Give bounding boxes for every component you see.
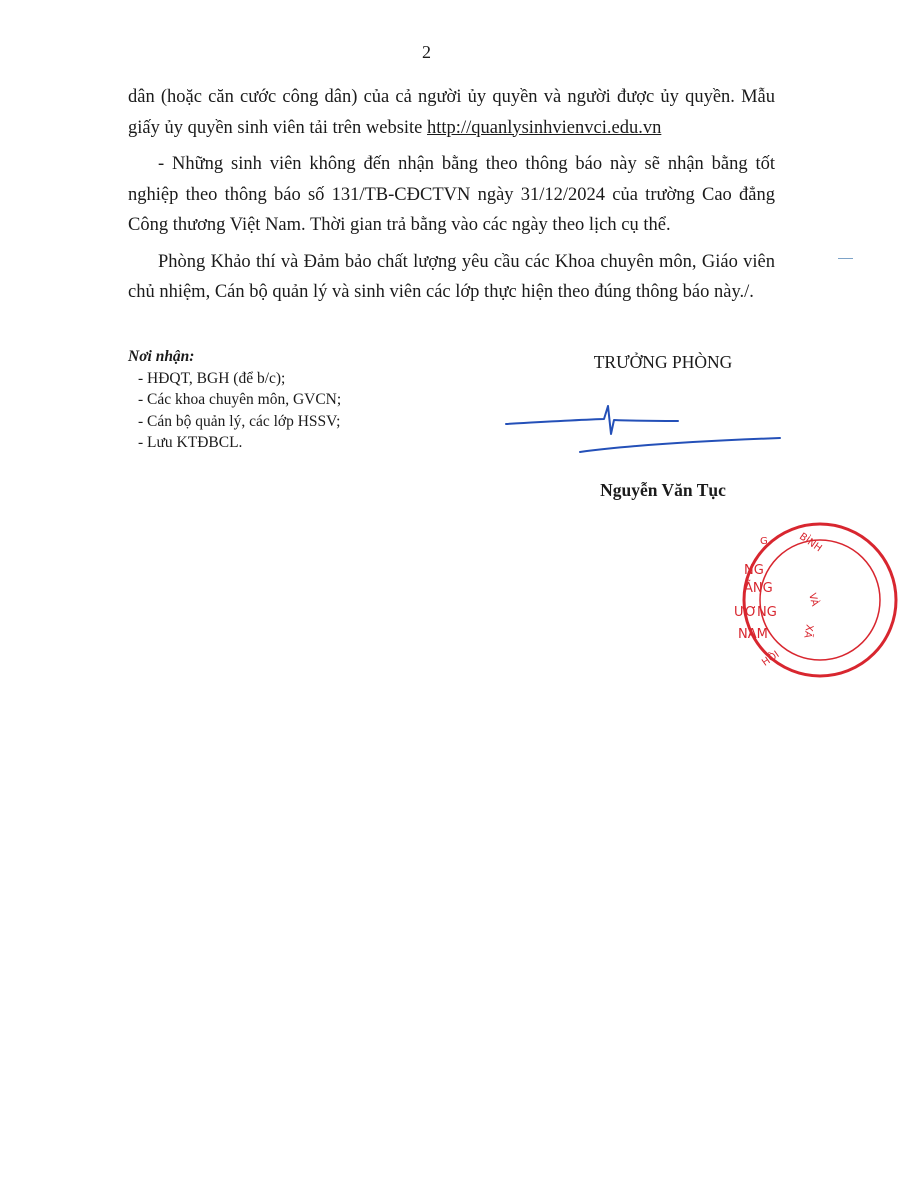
recipients-list [128, 368, 341, 454]
website-link[interactable]: http://quanlysinhvienvci.edu.vn [427, 117, 662, 138]
svg-text:XÃ: XÃ [801, 623, 815, 639]
svg-text:VÀ: VÀ [806, 592, 821, 608]
recipients-block [128, 346, 341, 454]
svg-text:ƯƠNG: ƯƠNG [734, 605, 777, 620]
recipient-item: - Các khoa chuyên môn, GVCN; [138, 391, 342, 408]
svg-text:ẰNG: ẰNG [744, 581, 773, 596]
recipient-item: - Cán bộ quản lý, các lớp HSSV; [138, 412, 341, 430]
svg-text:NG: NG [744, 563, 764, 578]
official-stamp [734, 520, 853, 680]
signer-title: TRƯỞNG PHÒNG [593, 352, 733, 372]
recipient-item: - Lưu KTĐBCL. [138, 434, 243, 451]
svg-text:HỘI: HỘI [760, 649, 782, 669]
svg-text:G: G [760, 536, 768, 547]
stamp-seal-icon [734, 520, 900, 680]
signer-name: Nguyễn Văn Tục [600, 480, 726, 500]
document-body [128, 82, 775, 308]
scan-edge-mark [838, 258, 853, 259]
page-number: 2 [422, 42, 431, 62]
paragraph-non-attendance: - Những sinh viên không đến nhận bằng theo thông báo này sẽ nhận bằng tốt nghiệp theo thông báo số 131/TB-CĐCTVN ngày 31/12/2024 của trường Cao đẳng Công thương Việt Nam. Thời gian trả bằng vào các ngày theo lịch cụ thể. [128, 154, 775, 235]
recipients-heading: Nơi nhận: [128, 348, 195, 365]
handwritten-signature [500, 390, 790, 460]
svg-text:NAM: NAM [738, 627, 768, 642]
svg-text:BÌNH: BÌNH [797, 531, 824, 555]
paragraph-request: Phòng Khảo thí và Đảm bảo chất lượng yêu cầu các Khoa chuyên môn, Giáo viên chủ nhiệm, Cán bộ quản lý và sinh viên các lớp thực hiện theo đúng thông báo này./. [128, 251, 775, 302]
recipient-item: - HĐQT, BGH (để b/c); [138, 369, 286, 387]
paragraph-authorization [128, 82, 775, 143]
paragraph-authorization-text: dân (hoặc căn cước công dân) của cả người ủy quyền và người được ủy quyền. Mẫu giấy ủy quyền sinh viên tải trên website [128, 87, 775, 138]
